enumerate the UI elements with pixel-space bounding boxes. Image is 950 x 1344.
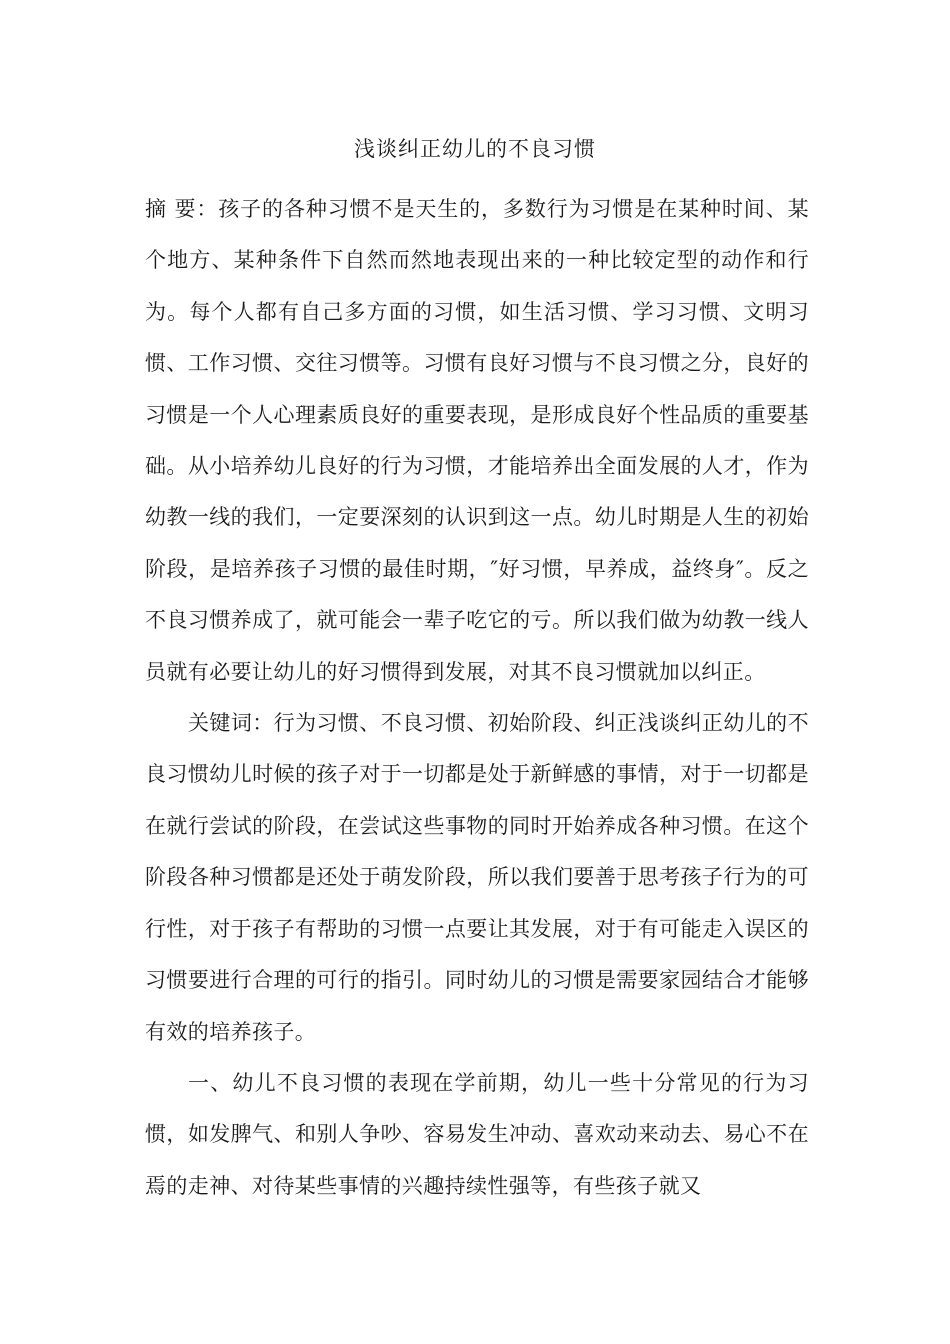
keywords-paragraph: 关键词：行为习惯、不良习惯、初始阶段、纠正浅谈纠正幼儿的不良习惯幼儿时候的孩子对于一切都是处于新鲜感的事情，对于一切都是在就行尝试的阶段，在尝试这些事物的同时开始养成各种习惯。在这个阶段各种习惯都是还处于萌发阶段，所以我们要善于思考孩子行为的可行性，对于孩子有帮助的习惯一点要让其发展，对于有可能走入误区的习惯要进行合理的可行的指引。同时幼儿的习惯是需要家园结合才能够有效的培养孩子。 xyxy=(145,711,809,1044)
document-title: 浅谈纠正幼儿的不良习惯 xyxy=(354,137,596,161)
document-body xyxy=(145,184,809,1212)
abstract-paragraph: 摘 要：孩子的各种习惯不是天生的，多数行为习惯是在某种时间、某个地方、某种条件下自然而然地表现出来的一种比较定型的动作和行为。每个人都有自己多方面的习惯，如生活习惯、学习习惯、文明习惯、工作习惯、交往习惯等。习惯有良好习惯与不良习惯之分，良好的习惯是一个人心理素质良好的重要表现，是形成良好个性品质的重要基础。从小培养幼儿良好的行为习惯，才能培养出全面发展的人才，作为幼教一线的我们，一定要深刻的认识到这一点。幼儿时期是人生的初始阶段，是培养孩子习惯的最佳时期，″好习惯，早养成，益终身″。反之不良习惯养成了，就可能会一辈子吃它的亏。所以我们做为幼教一线人员就有必要让幼儿的好习惯得到发展，对其不良习惯就加以纠正。 xyxy=(145,197,809,684)
section-one-paragraph: 一、幼儿不良习惯的表现在学前期，幼儿一些十分常见的行为习惯，如发脾气、和别人争吵、容易发生冲动、喜欢动来动去、易心不在焉的走神、对待某些事情的兴趣持续性强等，有些孩子就又 xyxy=(145,1070,809,1198)
